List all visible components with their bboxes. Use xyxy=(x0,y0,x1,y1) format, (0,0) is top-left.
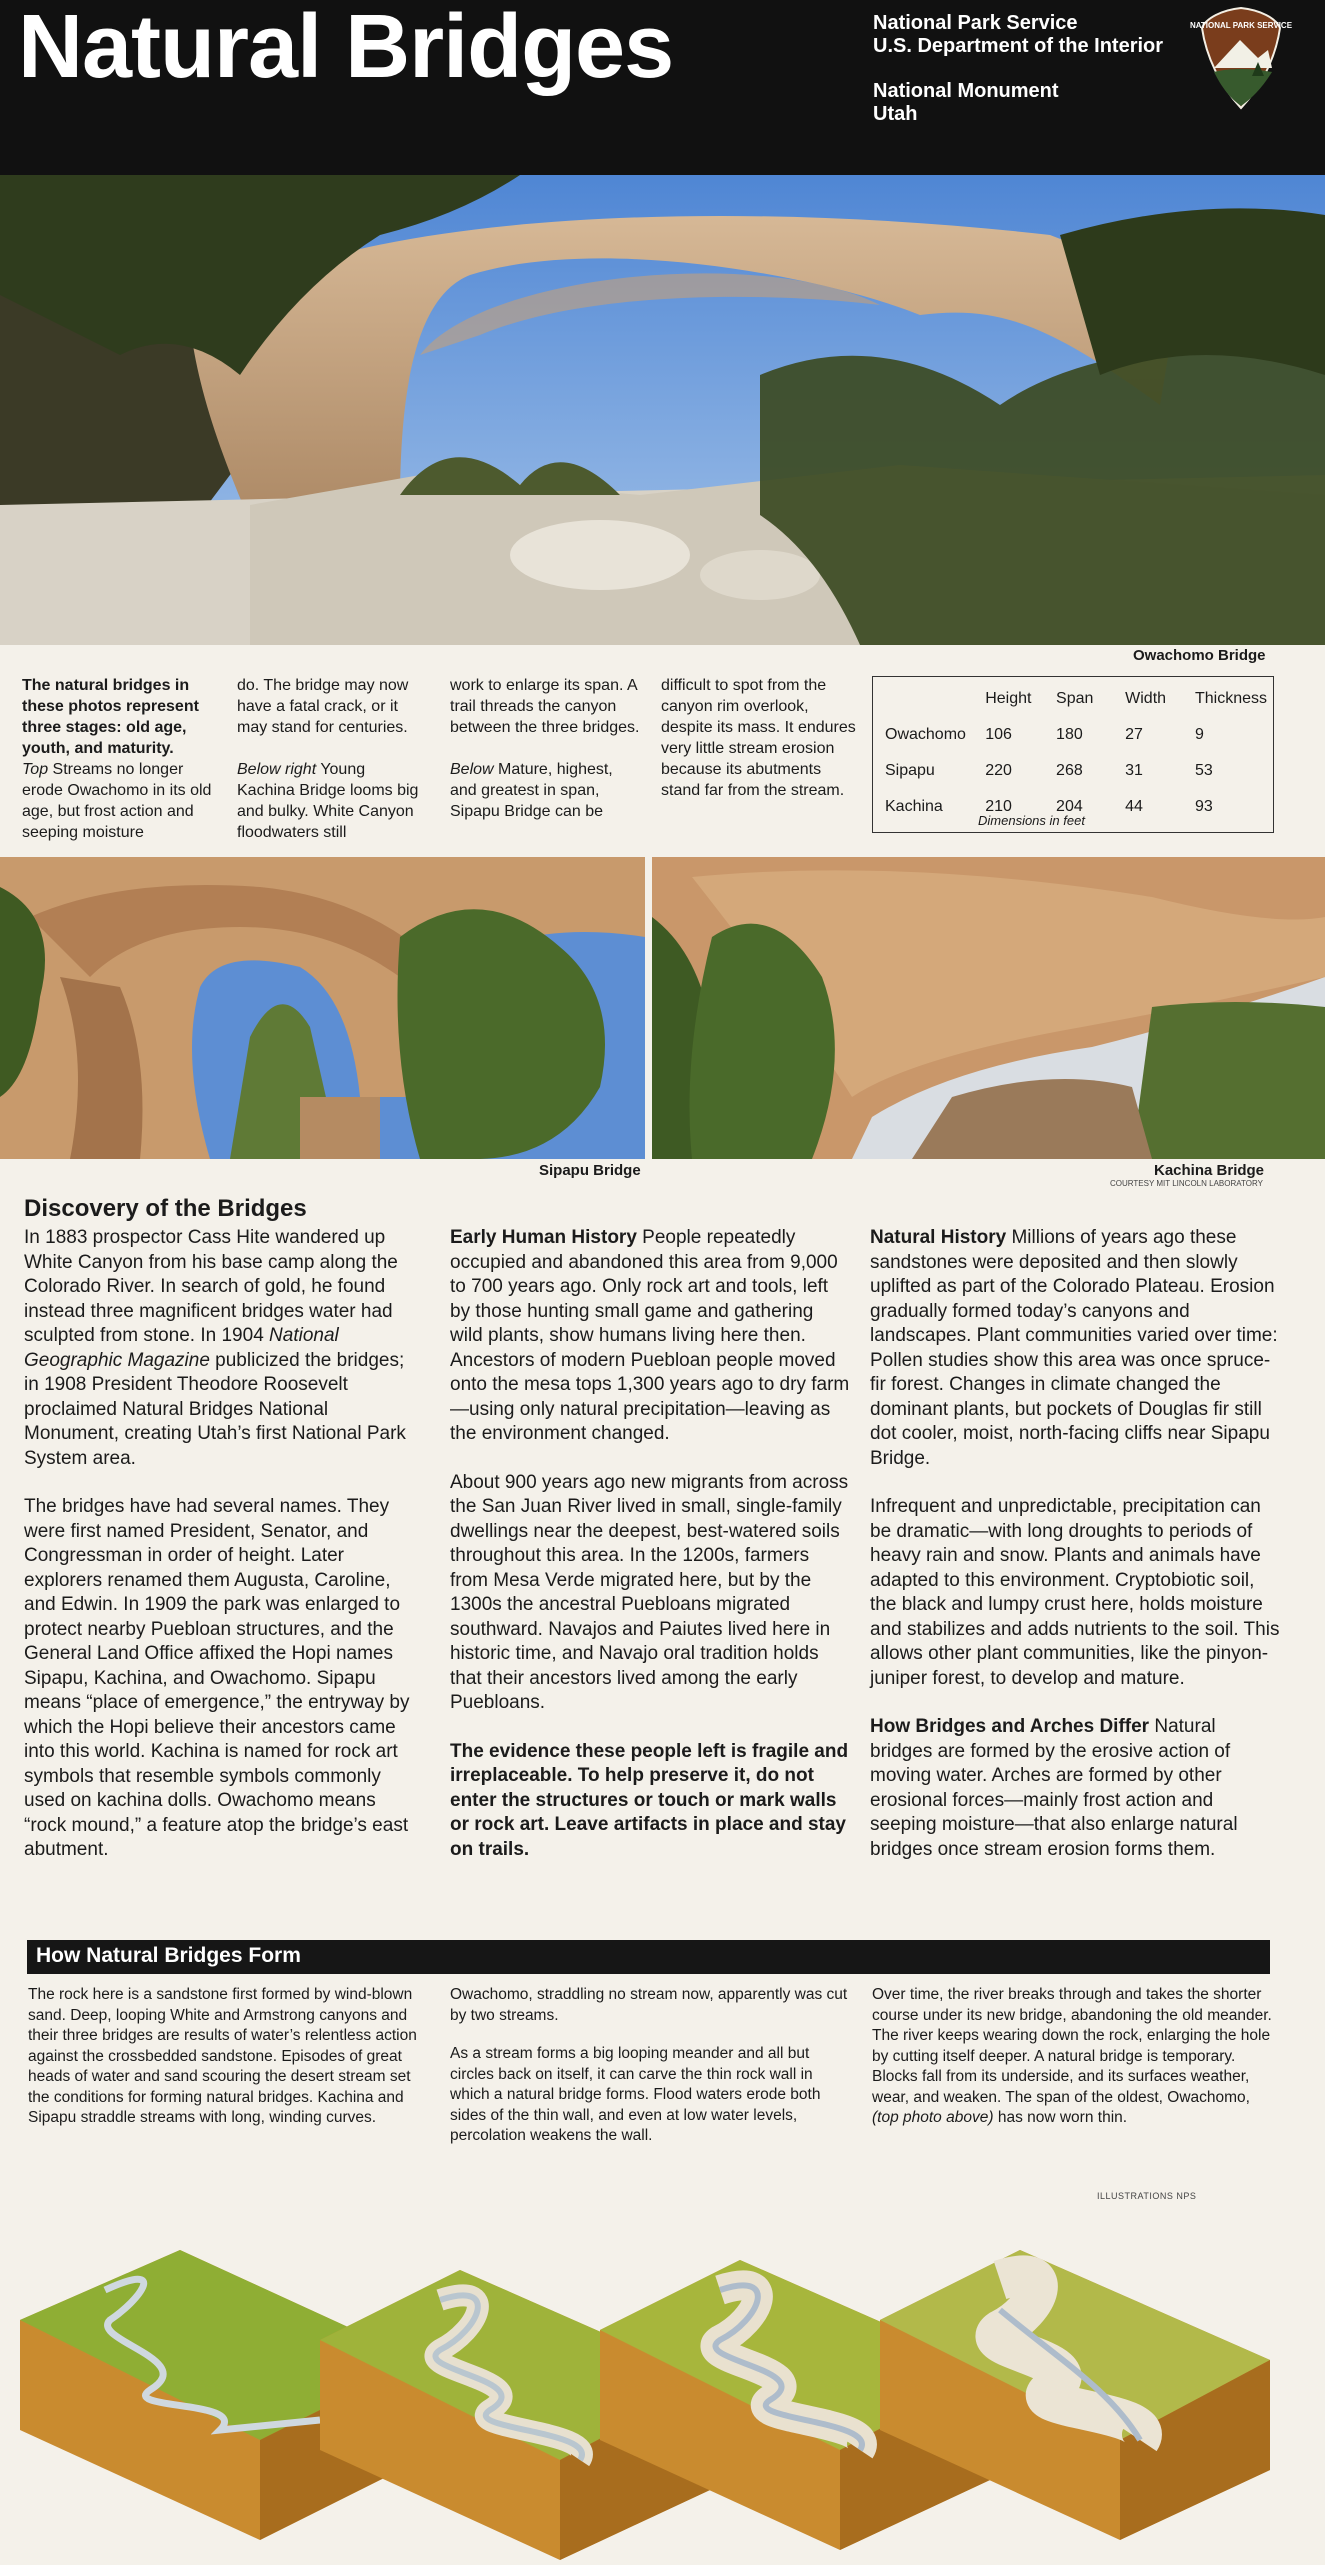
sipapu-caption: Sipapu Bridge xyxy=(539,1162,641,1179)
intro-column-3 xyxy=(450,675,640,822)
intro-label-top: Top xyxy=(22,761,49,778)
cell-thickness: 9 xyxy=(1194,726,1204,743)
history-paragraph-1 xyxy=(450,1226,850,1447)
sipapu-photo xyxy=(0,857,645,1159)
cell-height: 220 xyxy=(985,762,1012,779)
cell-height: 106 xyxy=(985,726,1012,743)
cell-thickness: 53 xyxy=(1194,762,1213,779)
magazine-name: National Geographic Magazine xyxy=(24,1325,339,1371)
unit-name xyxy=(873,80,1059,126)
row-name: Owachomo xyxy=(885,726,966,743)
history-lead: Early Human History xyxy=(450,1227,637,1248)
kachina-photo xyxy=(652,857,1325,1159)
page-title: Natural Bridges xyxy=(18,0,674,97)
cell-height: 210 xyxy=(985,798,1012,815)
natural-paragraph-3 xyxy=(870,1715,1280,1862)
agency-line-1: National Park Service xyxy=(873,12,1078,34)
history-text-1: People repeatedly occupied and abandoned this area from 9,000 to 700 years ago. Only rock art and tools, left by those hunting small game and gathering wild plants, show humans living here then. Ancestors of modern Puebloan people moved onto the mesa tops 1,300 years ago to dry farm—using only natural precipitation—leaving as the environment changed. xyxy=(450,1227,850,1444)
cell-span: 204 xyxy=(1056,798,1083,815)
unit-line-2: Utah xyxy=(873,103,918,125)
intro-text-1: Streams no longer erode Owachomo in its old age, but frost action and seeping moisture xyxy=(22,761,212,841)
intro-label-below: Below xyxy=(450,761,494,778)
intro-text-3b: Mature, highest, and greatest in span, Sipapu Bridge can be xyxy=(450,761,613,820)
header-width: Width xyxy=(1125,690,1167,707)
history-column xyxy=(450,1226,850,1886)
bridge-formation-illustration xyxy=(20,2190,1310,2560)
owachomo-photo xyxy=(0,175,1325,645)
cell-width: 31 xyxy=(1125,762,1143,779)
cell-thickness: 93 xyxy=(1194,798,1213,815)
dimensions-header-row xyxy=(879,681,1273,717)
intro-text-3a: work to enlarge its span. A trail threads the canyon between the three bridges. xyxy=(450,677,640,736)
row-name: Kachina xyxy=(885,798,943,815)
unit-line-1: National Monument xyxy=(873,80,1059,102)
how-column-3 xyxy=(872,1985,1272,2147)
how-paragraph-4 xyxy=(872,1985,1272,2129)
cell-width: 27 xyxy=(1125,726,1143,743)
how-column-2 xyxy=(450,1985,850,2165)
row-name: Sipapu xyxy=(885,762,935,779)
intro-label-below-right: Below right xyxy=(237,761,317,778)
intro-column-2 xyxy=(237,675,427,843)
natural-paragraph-1 xyxy=(870,1226,1280,1471)
agency-line-2: U.S. Department of the Interior xyxy=(873,35,1164,57)
table-row xyxy=(879,753,1273,789)
how-text-4a: Over time, the river breaks through and takes the shorter course under its new bridge, abandoning the old meander. The river keeps wearing down the rock, enlarging the hole by cutting itself deeper. A natural bridge is temporary. Blocks fall from its underside, and its surfaces weather, wear, and weaken. The span of the oldest, Owachomo, xyxy=(872,1986,1272,2106)
intro-column-1 xyxy=(22,675,212,843)
natural-lead: Natural History xyxy=(870,1227,1007,1248)
dimensions-corner xyxy=(879,681,979,717)
how-section-heading: How Natural Bridges Form xyxy=(36,1944,301,1967)
intro-text-4: difficult to spot from the canyon rim overlook, despite its mass. It endures very little stream erosion because its abutments stand far from the stream. xyxy=(661,677,856,799)
history-paragraph-2: About 900 years ago new migrants from across the San Juan River lived in small, single-family dwellings near the deepest, best-watered soils throughout this area. In the 1200s, farmers from Mesa Verde migrated here, but by the 1300s the ancestral Puebloans migrated southward. Navajos and Paiutes lived here in historic time, and Navajo oral tradition holds that their ancestors lived among the early Puebloans. xyxy=(450,1471,849,1713)
kachina-caption: Kachina Bridge xyxy=(1154,1162,1265,1179)
natural-text-3: Natural bridges are formed by the erosive action of moving water. Arches are formed by other erosional forces—mainly frost action and seeping moisture—that also enlarge natural bridges once stream erosion forms them. xyxy=(870,1716,1238,1860)
intro-text-2b: Young Kachina Bridge looms big and bulky. White Canyon floodwaters still xyxy=(237,761,419,841)
discovery-column xyxy=(24,1226,419,1887)
intro-column-4 xyxy=(661,675,856,801)
owachomo-caption: Owachomo Bridge xyxy=(1133,647,1266,664)
intro-text-2a: do. The bridge may now have a fatal crack, or it may stand for centuries. xyxy=(237,677,409,736)
arches-lead: How Bridges and Arches Differ xyxy=(870,1716,1150,1737)
intro-lead: The natural bridges in these photos represent three stages: old age, youth, and maturity. xyxy=(22,677,199,757)
discovery-text-1b: publicized the bridges; in 1908 President Theodore Roosevelt proclaimed Natural Bridges National Monument, creating Utah’s first National Park System area. xyxy=(24,1349,406,1469)
cell-span: 180 xyxy=(1056,726,1083,743)
illustration-credit: ILLUSTRATIONS NPS xyxy=(1097,2191,1197,2201)
preservation-notice: The evidence these people left is fragile and irreplaceable. To help preserve it, do not enter the structures or touch or mark walls or rock art. Leave artifacts in place and stay on trails. xyxy=(450,1740,849,1860)
discovery-text-1a: In 1883 prospector Cass Hite wandered up White Canyon from his base camp along the Colorado River. In search of gold, he found instead three magnificent bridges water had sculpted from stone. In 1904 xyxy=(24,1227,398,1346)
discovery-paragraph-2: The bridges have had several names. They were first named President, Senator, and Congressman in order of height. Later explorers renamed them Augusta, Caroline, and Edwin. In 1909 the park was enlarged to protect nearby Puebloan structures, and the General Land Office affixed the Hopi names Sipapu, Kachina, and Owachomo. Sipapu means “place of emergence,” the entryway by which the Hopi believe their ancestors came into this world. Kachina is named for rock art symbols that resemble symbols commonly used on kachina dolls. Owachomo means “rock mound,” a feature atop the bridge’s east abutment. xyxy=(24,1496,410,1860)
natural-paragraph-2: Infrequent and unpredictable, precipitation can be dramatic—with long droughts to periods of heavy rain and snow. Plants and animals have adapted to this environment. Cryptobiotic soil, the black and lumpy crust here, holds moisture and stabilizes and adds nutrients to the soil. This allows other plant communities, like the pinyon-juniper forest, to develop and mature. xyxy=(870,1496,1280,1689)
how-paragraph-2: Owachomo, straddling no stream now, apparently was cut by two streams. xyxy=(450,1986,848,2024)
dimensions-table xyxy=(879,681,1273,825)
how-paragraph-1: The rock here is a sandstone first formed by wind-blown sand. Deep, looping White and Armstrong canyons and their three bridges are results of water’s relentless action against the crossbedded sandstone. Episodes of great heads of water and sand scouring the desert stream set the conditions for forming natural bridges. Kachina and Sipapu straddle streams with long, winding curves. xyxy=(28,1986,417,2126)
how-text-4b: has now worn thin. xyxy=(993,2109,1128,2126)
dimensions-table-box xyxy=(872,676,1274,833)
discovery-paragraph-1 xyxy=(24,1226,419,1471)
agency-name xyxy=(873,12,1163,58)
header-height: Height xyxy=(985,690,1032,707)
cell-span: 268 xyxy=(1056,762,1083,779)
header-span: Span xyxy=(1056,690,1094,707)
nps-arrowhead-icon xyxy=(1189,6,1293,110)
kachina-credit: COURTESY MIT LINCOLN LABORATORY xyxy=(1110,1179,1263,1188)
emblem-text: NATIONAL PARK SERVICE xyxy=(1189,21,1293,30)
natural-history-column xyxy=(870,1226,1280,1886)
discovery-heading: Discovery of the Bridges xyxy=(24,1195,307,1222)
header-thickness: Thickness xyxy=(1194,690,1267,707)
how-column-1 xyxy=(28,1985,428,2147)
natural-text-1: Millions of years ago these sandstones were deposited and then slowly uplifted as part of the Colorado Plateau. Erosion gradually formed today’s canyons and landscapes. Plant communities varied over time: Pollen studies show this area was once spruce-fir forest. Changes in climate changed the dominant plants, but pockets of Douglas fir still dot cooler, moist, north-facing cliffs near Sipapu Bridge. xyxy=(870,1227,1278,1469)
cell-width: 44 xyxy=(1125,798,1143,815)
dimensions-note: Dimensions in feet xyxy=(978,813,1085,828)
how-photo-ref: (top photo above) xyxy=(872,2109,994,2126)
table-row xyxy=(879,717,1273,753)
how-paragraph-3: As a stream forms a big looping meander and all but circles back on itself, it can carve the thin rock wall in which a natural bridge forms. Flood waters erode both sides of the thin wall, and even at low water levels, percolation weakens the wall. xyxy=(450,2045,821,2144)
